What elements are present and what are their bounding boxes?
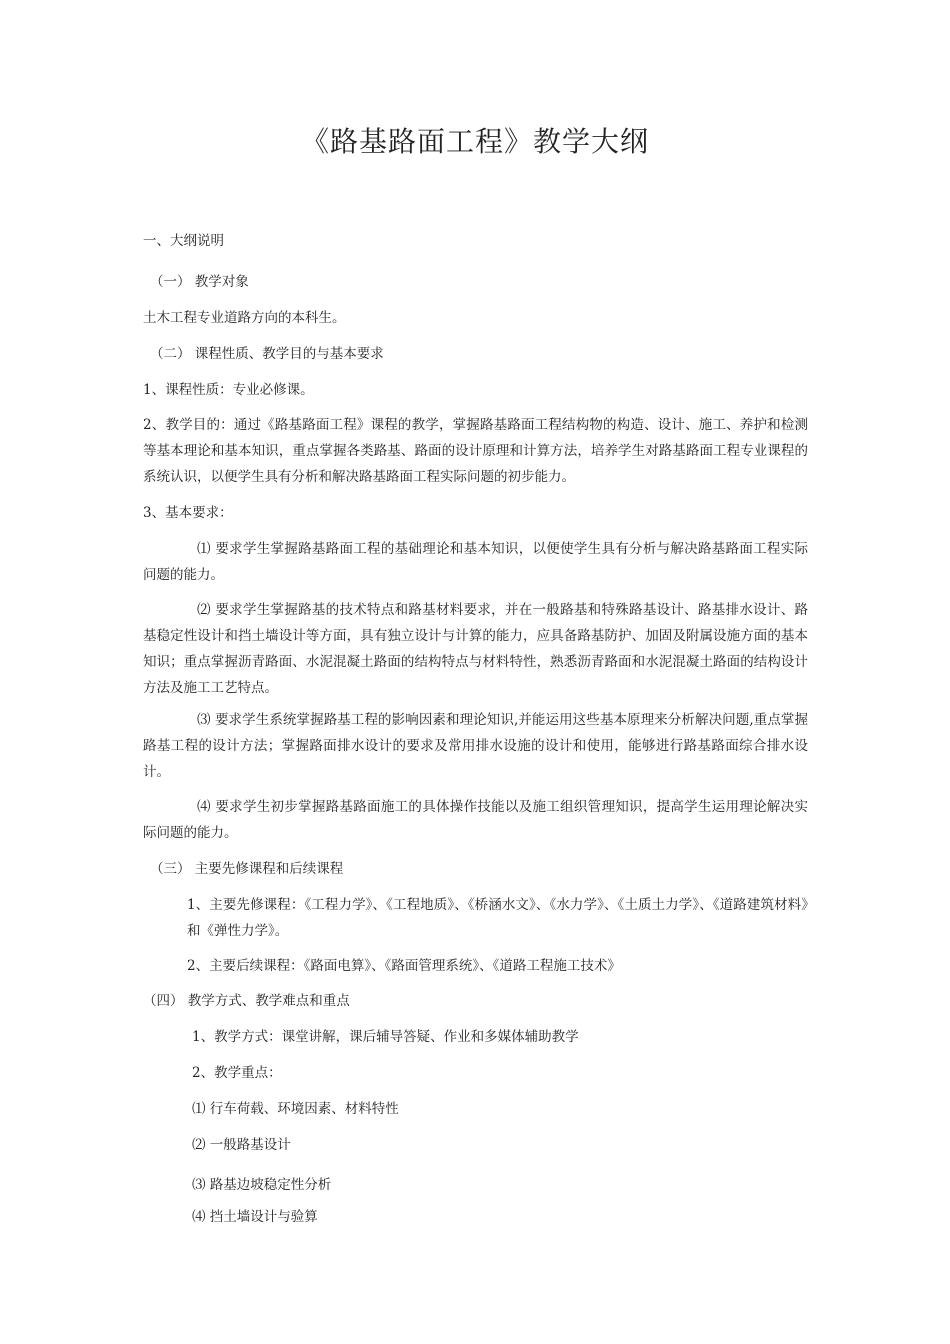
document-title: 《路基路面工程》教学大纲 xyxy=(300,125,649,158)
requirement-3: ⑶ 要求学生系统掌握路基工程的影响因素和理论知识,并能运用这些基本原理来分析解决问题,重点掌握路基工程的设计方法；掌握路面排水设计的要求及常用排水设施的设计和使用，能够进行路基路面综合排水设计。 xyxy=(143,712,808,780)
focus-item-1: ⑴ 行车荷载、环境因素、材料特性 xyxy=(192,1101,399,1117)
follow-up-courses: 2、主要后续课程：《路面电算》、《路面管理系统》、《道路工程施工技术》 xyxy=(187,958,621,974)
course-nature: 1、课程性质：专业必修课。 xyxy=(143,382,314,398)
target-text: 土木工程专业道路方向的本科生。 xyxy=(143,310,346,326)
requirement-1: ⑴ 要求学生掌握路基路面工程的基础理论和基本知识，以便使学生具有分析与解决路基路面工程实际问题的能力。 xyxy=(143,541,808,583)
requirement-2: ⑵ 要求学生掌握路基的技术特点和路基材料要求，并在一般路基和特殊路基设计、路基排水设计、路基稳定性设计和挡土墙设计等方面，具有独立设计与计算的能力，应具备路基防护、加固及附属设施方面的基本知识；重点掌握沥青路面、水泥混凝土路面的结构特点与材料特性，熟悉沥青路面和水泥混凝土路面的结构设计方法及施工工艺特点。 xyxy=(143,602,808,696)
teaching-purpose: 2、教学目的：通过《路基路面工程》课程的教学，掌握路基路面工程结构物的构造、设计、施工、养护和检测等基本理论和基本知识，重点掌握各类路基、路面的设计原理和计算方法，培养学生对路基路面工程专业课程的系统认识，以便学生具有分析和解决路基路面工程实际问题的初步能力。 xyxy=(143,417,808,485)
requirements-heading: 3、基本要求： xyxy=(143,505,233,521)
subsection-heading-nature: （二） 课程性质、教学目的与基本要求 xyxy=(150,346,384,362)
subsection-heading-methods: （四） 教学方式、教学难点和重点 xyxy=(143,993,350,1009)
requirement-4: ⑷ 要求学生初步掌握路基路面施工的具体操作技能以及施工组织管理知识，提高学生运用理论解决实际问题的能力。 xyxy=(143,799,808,841)
focus-item-4: ⑷ 挡土墙设计与验算 xyxy=(192,1209,318,1225)
section-heading-outline: 一、大纲说明 xyxy=(143,233,224,249)
subsection-heading-target: （一） 教学对象 xyxy=(150,274,249,290)
teaching-focus-heading: 2、教学重点： xyxy=(192,1065,282,1081)
teaching-method: 1、教学方式：课堂讲解，课后辅导答疑、作业和多媒体辅助教学 xyxy=(192,1029,579,1045)
focus-item-3: ⑶ 路基边坡稳定性分析 xyxy=(192,1177,332,1193)
focus-item-2: ⑵ 一般路基设计 xyxy=(192,1137,291,1153)
subsection-heading-courses: （三） 主要先修课程和后续课程 xyxy=(150,861,344,877)
prerequisite-courses: 1、主要先修课程：《工程力学》、《工程地质》、《桥涵水文》、《水力学》、《土质土力学》、《道路建筑材料》和《弹性力学》。 xyxy=(187,897,808,939)
